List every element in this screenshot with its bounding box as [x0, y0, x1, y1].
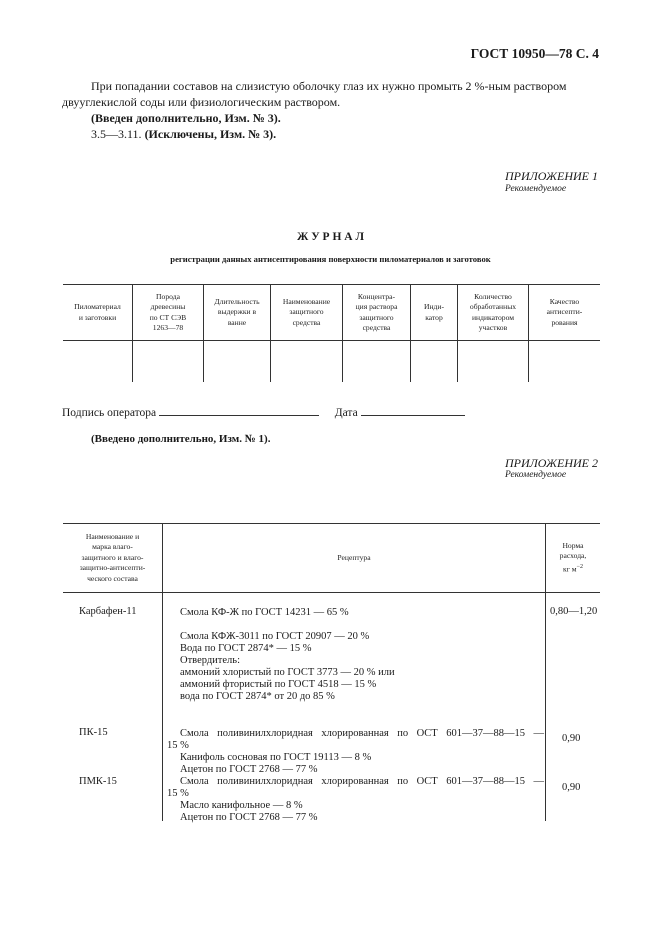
recipe-line: аммоний фтористый по ГОСТ 4518 — 15 % [180, 679, 377, 690]
date-field[interactable] [361, 404, 465, 416]
recipe-row-name: ПМК-15 [79, 776, 117, 787]
signature-label: Подпись оператора [62, 407, 157, 419]
recipe-line: Ацетон по ГОСТ 2768 — 77 % [180, 812, 318, 823]
column-header: Длительность выдержки в ванне [214, 296, 260, 327]
recipe-row-name: Карбафен-11 [79, 606, 137, 617]
recipe-line: Канифоль сосновая по ГОСТ 19113 — 8 % [180, 752, 372, 763]
norm-header-unit: кг м [563, 564, 577, 574]
column-header: Инди- катор [423, 302, 444, 322]
recipe-line: Смола КФ-Ж по ГОСТ 14231 — 65 % [180, 607, 349, 618]
recipe-line: Отвердитель: [180, 655, 240, 666]
recipe-header: Рецептура [337, 552, 371, 562]
appendix-2-subtitle: Рекомендуемое [505, 470, 567, 480]
recipe-row-norm: 0,90 [562, 782, 581, 793]
excluded-note-prefix: 3.5—3.11. [91, 127, 145, 141]
column-header: Концентра- ция раствора защитного средства [355, 291, 398, 332]
recipe-name-header: Наименование и марка влаго- защитного и влаго- защитно-антисепти- ческого состава [79, 531, 146, 583]
journal-title: Ж У Р Н А Л [296, 231, 365, 243]
recipe-line: 15 % [167, 740, 189, 751]
norm-header-line1: Норма [562, 540, 584, 550]
amendment-note-1: (Введено дополнительно, Изм. № 1). [91, 433, 271, 445]
column-header: Порода древесины по СТ СЭВ 1263—78 [149, 291, 187, 332]
page-header: ГОСТ 10950—78 С. 4 [470, 46, 599, 61]
intro-line-1: При попадании составов на слизистую оболочку глаз их нужно промыть 2 %-ным раствором [91, 79, 567, 93]
recipe-line: Смола КФЖ-3011 по ГОСТ 20907 — 20 % [180, 631, 370, 642]
appendix-1-title: ПРИЛОЖЕНИЕ 1 [505, 169, 598, 183]
recipe-line: Вода по ГОСТ 2874* — 15 % [180, 643, 312, 654]
recipe-line: 15 % [167, 788, 189, 799]
signature-field[interactable] [159, 404, 319, 416]
appendix-1-subtitle: Рекомендуемое [505, 184, 567, 194]
norm-header-line2: расхода, [559, 551, 587, 561]
excluded-note-bold: (Исключены, Изм. № 3). [144, 127, 277, 141]
amendment-note-3: (Введен дополнительно, Изм. № 3). [91, 111, 281, 125]
column-header: Количество обработанных индикатором участков [469, 291, 517, 332]
recipe-row-norm: 0,80—1,20 [550, 606, 598, 617]
recipe-line: аммоний хлористый по ГОСТ 3773 — 20 % или [180, 667, 395, 678]
intro-line-2: двууглекислой соды или физиологическим раствором. [62, 95, 341, 109]
norm-header-exp: −2 [576, 563, 583, 570]
recipe-line: вода по ГОСТ 2874* от 20 до 85 % [180, 691, 335, 702]
column-header: Наименование защитного средства [282, 296, 331, 327]
column-header: Качество антисепти- рования [546, 296, 583, 327]
recipe-line: Смола поливинилхлоридная хлорированная по ОСТ 601—37—88—15 — [180, 776, 544, 787]
recipe-row-name: ПК-15 [79, 727, 108, 738]
recipe-line: Смола поливинилхлоридная хлорированная по ОСТ 601—37—88—15 — [180, 728, 544, 739]
norm-header [546, 524, 600, 592]
recipe-row-norm: 0,90 [562, 733, 581, 744]
recipe-line: Масло канифольное — 8 % [180, 800, 303, 811]
date-label: Дата [334, 407, 358, 419]
excluded-note [91, 126, 276, 142]
column-header: Пиломатериал и заготовки [74, 302, 121, 322]
signature-row [62, 404, 465, 421]
journal-subtitle: регистрации данных антисептирования поверхности пиломатериалов и заготовок [170, 254, 491, 264]
recipe-line: Ацетон по ГОСТ 2768 — 77 % [180, 764, 318, 775]
appendix-2-title: ПРИЛОЖЕНИЕ 2 [505, 456, 598, 470]
